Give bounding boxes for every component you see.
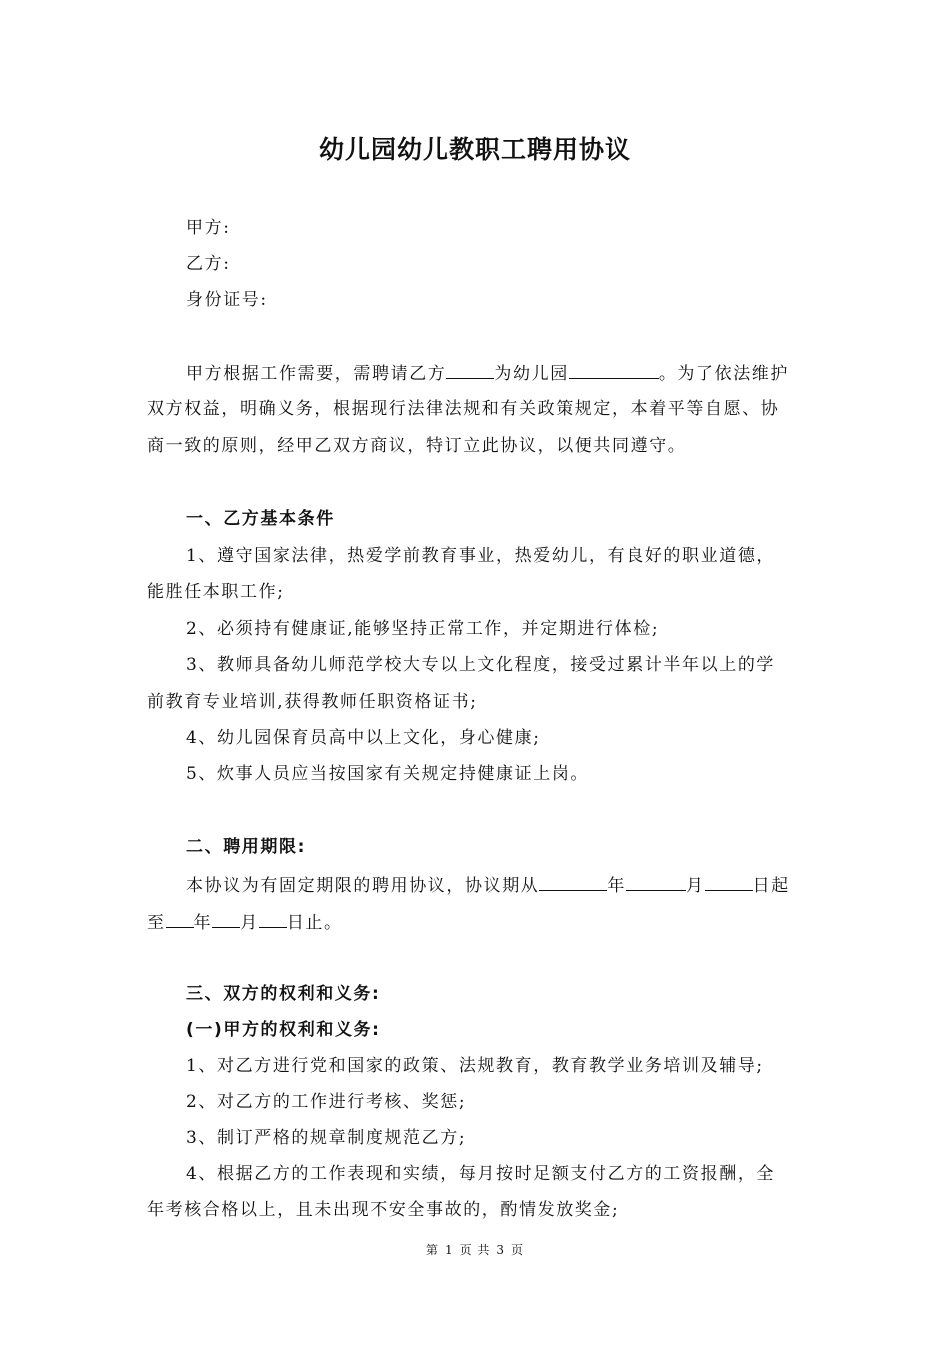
term-text-b: 至: [147, 913, 166, 933]
section-3-item-4-cont: 年考核合格以上，且未出现不安全事故的，酌情发放奖金;: [147, 1200, 620, 1220]
footer-middle: 页 共: [459, 1243, 491, 1257]
section-1-item-1: 1、遵守国家法律，热爱学前教育事业，热爱幼儿，有良好的职业道德，: [186, 546, 776, 566]
start-month-blank: [626, 872, 686, 891]
document-title: 幼儿园幼儿教职工聘用协议: [318, 135, 631, 164]
term-text-a: 本协议为有固定期限的聘用协议，协议期从: [186, 876, 540, 896]
intro-text-b: 为幼儿园: [494, 364, 569, 384]
intro-text-c: 。为了依法维护: [658, 364, 790, 384]
footer-suffix: 页: [511, 1243, 525, 1257]
term-line-2: [147, 909, 343, 935]
start-day-label: 日起: [752, 876, 790, 896]
intro-text-a: 甲方根据工作需要，需聘请乙方: [186, 364, 447, 384]
section-3-heading: 三、双方的权利和义务:: [186, 984, 381, 1004]
party-a-label: 甲方:: [186, 218, 231, 238]
section-1-item-2: 2、必须持有健康证,能够坚持正常工作，并定期进行体检;: [186, 619, 660, 639]
section-1-item-5: 5、炊事人员应当按国家有关规定持健康证上岗。: [186, 764, 590, 784]
section-1-item-3: 3、教师具备幼儿师范学校大专以上文化程度，接受过累计半年以上的学: [186, 655, 776, 675]
year-label: 年: [607, 876, 627, 896]
name-blank: [446, 360, 494, 379]
end-year-label: 年: [193, 913, 213, 933]
end-month-blank: [212, 909, 240, 928]
section-3-item-1: 1、对乙方进行党和国家的政策、法规教育，教育教学业务培训及辅导;: [186, 1056, 764, 1076]
footer-prefix: 第: [425, 1243, 439, 1257]
end-month-label: 月: [240, 913, 259, 933]
end-day-label: 日止。: [286, 913, 343, 933]
section-1-item-1-cont: 能胜任本职工作;: [147, 582, 285, 602]
month-label: 月: [686, 876, 705, 896]
section-3-item-2: 2、对乙方的工作进行考核、奖惩;: [186, 1092, 467, 1112]
section-1-item-3-cont: 前教育专业培训,获得教师任职资格证书;: [147, 692, 478, 712]
end-day-blank: [259, 909, 287, 928]
footer-page-number: 1: [444, 1243, 454, 1257]
section-1-item-4: 4、幼儿园保育员高中以上文化，身心健康;: [186, 728, 541, 748]
footer-total-pages: 3: [496, 1243, 506, 1257]
id-number-label: 身份证号:: [186, 290, 268, 310]
section-3-sub-heading: (一)甲方的权利和义务:: [186, 1020, 381, 1040]
intro-line-2: 双方权益，明确义务，根据现行法律法规和有关政策规定，本着平等自愿、协: [147, 399, 780, 419]
intro-line-3: 商一致的原则，经甲乙双方商议，特订立此协议，以便共同遵守。: [147, 436, 687, 456]
page-footer: [0, 1240, 950, 1260]
start-year-blank: [539, 872, 607, 891]
start-day-blank: [705, 872, 753, 891]
section-2-heading: 二、聘用期限:: [186, 837, 306, 857]
position-blank: [569, 360, 659, 379]
section-1-heading: 一、乙方基本条件: [186, 509, 335, 529]
term-line-1: [186, 872, 790, 898]
party-b-label: 乙方:: [186, 254, 231, 274]
intro-line-1: [186, 360, 789, 386]
section-3-item-3: 3、制订严格的规章制度规范乙方;: [186, 1128, 467, 1148]
section-3-item-4: 4、根据乙方的工作表现和实绩，每月按时足额支付乙方的工资报酬，全: [186, 1164, 776, 1184]
end-year-blank: [166, 909, 194, 928]
